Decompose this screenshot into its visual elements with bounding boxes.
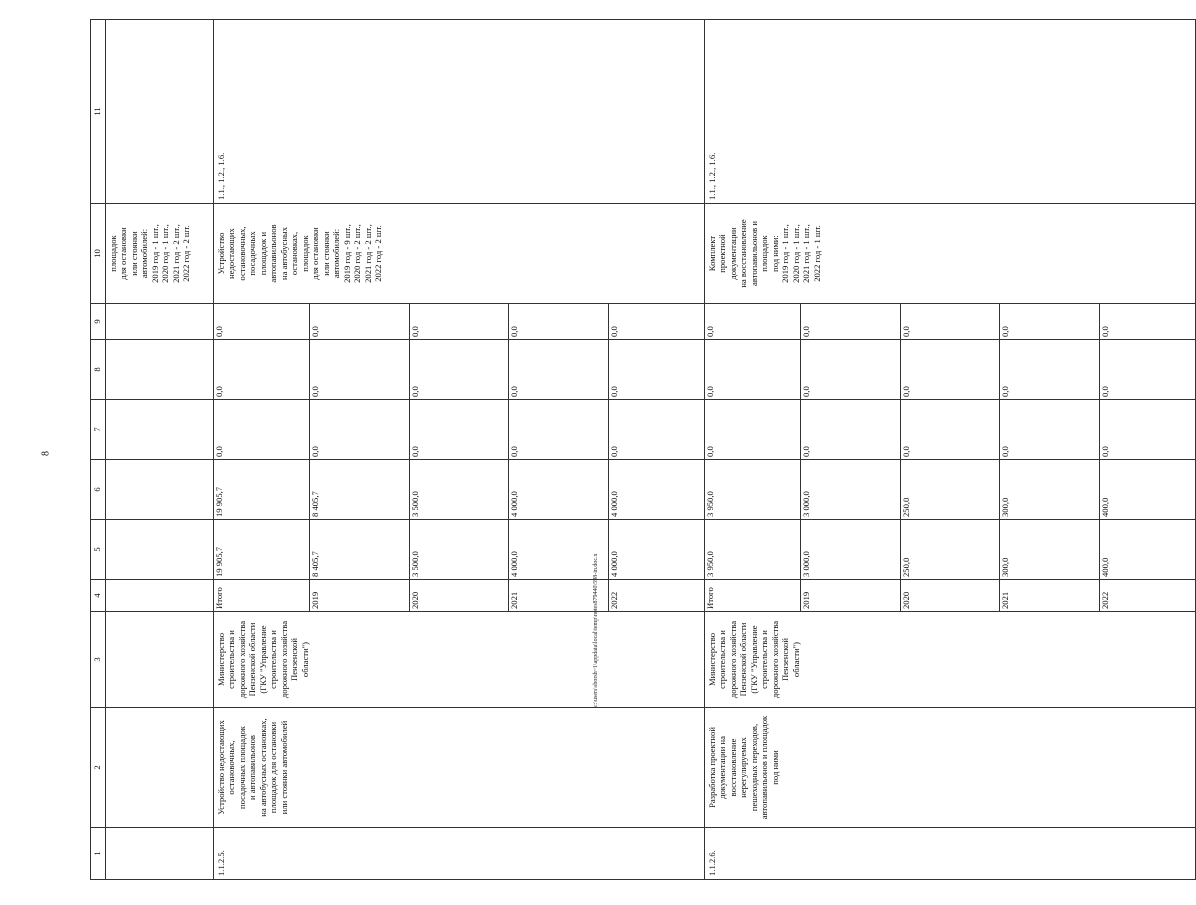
colnum-9: 9 (91, 304, 106, 340)
other-sources (705, 304, 1196, 340)
footer-file-path: c:\users\sborsh~1\appdata\local\temp\notes879440\598-in.doc.x (593, 553, 599, 707)
years-list-value: Итого (214, 580, 310, 611)
local-budget-value: 0,0 (214, 340, 310, 399)
regional-budget-value: 250,0 (900, 460, 1000, 519)
federal-budget (705, 400, 1196, 460)
years-list (214, 580, 705, 612)
row-number: 1.1.2.6. (705, 828, 1196, 880)
regional-budget-value: 4 000,0 (509, 460, 609, 519)
total-funding-value: 4 000,0 (608, 551, 619, 577)
colnum-1: 1 (91, 828, 106, 880)
colnum-2: 2 (91, 708, 106, 828)
other-sources-value: 0,0 (801, 304, 901, 339)
local-budget-value: 0,0 (409, 340, 509, 399)
total-funding (705, 520, 1196, 580)
years-list-value: 2021 (1000, 580, 1100, 611)
local-budget-value: 0,0 (608, 386, 619, 397)
other-sources-value: 0,0 (1099, 326, 1110, 337)
local-budget-value: 0,0 (801, 340, 901, 399)
years-list-value: 2021 (509, 580, 609, 611)
expected-result: Комплект проектной документации на восстановление автопавильонов и площадок под ними: 2019 год - 1 шт., 2020 год - 1 шт., 2021 год - 1 шт., 2022 год - 1 шт. (705, 204, 1196, 304)
colnum-11: 11 (91, 20, 106, 204)
regional-budget (214, 460, 705, 520)
regional-budget-value: 19 905,7 (214, 460, 310, 519)
regional-budget-value: 4 000,0 (608, 491, 619, 517)
colnum-3: 3 (91, 612, 106, 708)
other-sources-value: 0,0 (705, 304, 801, 339)
other-sources-value: 0,0 (509, 304, 609, 339)
local-budget-value: 0,0 (1099, 386, 1110, 397)
regional-budget-value: 3 950,0 (705, 460, 801, 519)
total-funding-value: 8 405,7 (310, 520, 410, 579)
federal-budget-value: 0,0 (900, 400, 1000, 459)
years-list-value: 2020 (900, 580, 1000, 611)
federal-budget-value: 0,0 (409, 400, 509, 459)
regional-budget-value: 300,0 (1000, 460, 1100, 519)
years-list-value: 2020 (409, 580, 509, 611)
federal-budget-value: 0,0 (214, 400, 310, 459)
total-funding-value: 3 950,0 (705, 520, 801, 579)
other-sources (214, 304, 705, 340)
continued-result-text: площадок для остановки или стоянки автомобилей: 2019 год - 1 шт., 2020 год - 1 шт., 2021 год - 2 шт., 2022 год - 2 шт. (106, 204, 214, 304)
colnum-6: 6 (91, 460, 106, 520)
years-list-value: 2019 (310, 580, 410, 611)
colnum-4: 4 (91, 580, 106, 612)
colnum-8: 8 (91, 340, 106, 400)
total-funding-value: 19 905,7 (214, 520, 310, 579)
indicator-link: 1.1., 1.2., 1.6. (214, 20, 705, 204)
years-list-value: 2019 (801, 580, 901, 611)
years-list (705, 580, 1196, 612)
total-funding-value: 4 000,0 (509, 520, 609, 579)
local-budget-value: 0,0 (1000, 340, 1100, 399)
executor: Министерство строительства и дорожного хозяйства Пензенской области (ГКУ "Управление строительства и дорожного хозяйства Пензенской области") (705, 612, 1196, 708)
local-budget-value: 0,0 (900, 340, 1000, 399)
continued-row (106, 20, 214, 880)
federal-budget-value: 0,0 (608, 446, 619, 457)
total-funding-value: 3 500,0 (409, 520, 509, 579)
other-sources-value: 0,0 (608, 326, 619, 337)
other-sources-value: 0,0 (900, 304, 1000, 339)
federal-budget-value: 0,0 (310, 400, 410, 459)
row-number: 1.1.2.5. (214, 828, 705, 880)
local-budget-value: 0,0 (509, 340, 609, 399)
federal-budget-value: 0,0 (1099, 446, 1110, 457)
federal-budget-value: 0,0 (1000, 400, 1100, 459)
local-budget-value: 0,0 (310, 340, 410, 399)
table-row (705, 20, 1196, 880)
regional-budget-value: 400,0 (1099, 497, 1110, 517)
years-list-value: 2022 (608, 591, 619, 609)
program-table (90, 19, 1196, 880)
other-sources-value: 0,0 (310, 304, 410, 339)
measure-name: Устройство недостающих остановочных, посадочных площадок и автопавильонов на автобусных остановках, площадок для остановки или стоянки автомобилей (214, 708, 705, 828)
total-funding-value: 300,0 (1000, 520, 1100, 579)
table-row (214, 20, 705, 880)
federal-budget (214, 400, 705, 460)
other-sources-value: 0,0 (214, 304, 310, 339)
colnum-10: 10 (91, 204, 106, 304)
colnum-5: 5 (91, 520, 106, 580)
indicator-link: 1.1., 1.2., 1.6. (705, 20, 1196, 204)
total-funding-value: 3 000,0 (801, 520, 901, 579)
years-list-value: 2022 (1099, 591, 1110, 609)
total-funding-value: 250,0 (900, 520, 1000, 579)
total-funding (214, 520, 705, 580)
federal-budget-value: 0,0 (509, 400, 609, 459)
federal-budget-value: 0,0 (801, 400, 901, 459)
expected-result: Устройство недостающих остановочных, посадочных площадок и автопавильонов на автобусных остановках, площадок для остановки или стоянки автомобилей: 2019 год - 9 шт., 2020 год - 2 шт., 2021 год - 2 шт., 2022 год - 2 шт. (214, 204, 705, 304)
executor: Министерство строительства и дорожного хозяйства Пензенской области (ГКУ "Управление строительства и дорожного хозяйства Пензенской области") (214, 612, 705, 708)
local-budget (214, 340, 705, 400)
regional-budget (705, 460, 1196, 520)
page-number: 8 (40, 451, 52, 456)
local-budget (705, 340, 1196, 400)
years-list-value: Итого (705, 580, 801, 611)
other-sources-value: 0,0 (1000, 304, 1100, 339)
federal-budget-value: 0,0 (705, 400, 801, 459)
regional-budget-value: 3 500,0 (409, 460, 509, 519)
colnum-7: 7 (91, 400, 106, 460)
regional-budget-value: 8 405,7 (310, 460, 410, 519)
total-funding-value: 400,0 (1099, 557, 1110, 577)
other-sources-value: 0,0 (409, 304, 509, 339)
column-number-row (91, 20, 106, 880)
local-budget-value: 0,0 (705, 340, 801, 399)
regional-budget-value: 3 000,0 (801, 460, 901, 519)
measure-name: Разработка проектной документации на восстановление нерегулируемых пешеходных переходов, автопавильонов и площадок под ними (705, 708, 1196, 828)
